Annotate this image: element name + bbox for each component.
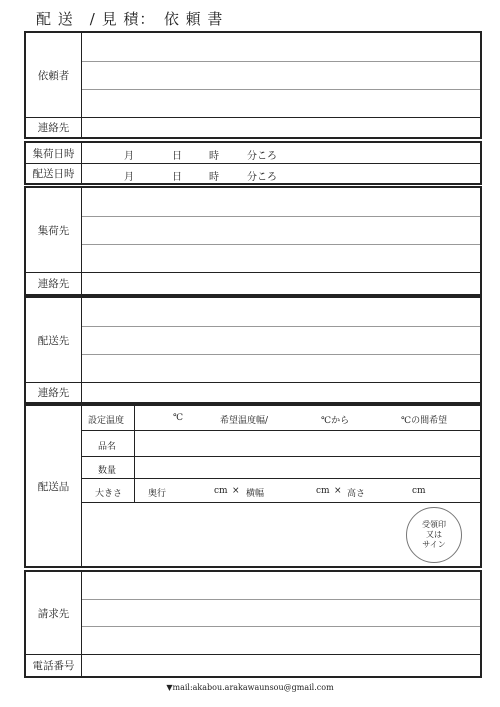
requester-section (24, 31, 482, 139)
requester-contact-label: 連絡先 (26, 117, 82, 137)
delivery-minute: 分ころ (247, 172, 277, 183)
pickup-month: 月 (124, 151, 134, 162)
delivery-address-field[interactable] (86, 302, 476, 322)
pickup-address-field[interactable] (86, 192, 476, 212)
requester-label: 依頼者 (26, 33, 82, 117)
delivery-month: 月 (124, 172, 134, 183)
delivery-place-section (24, 296, 482, 404)
delivery-place-label: 配送先 (26, 298, 82, 382)
stamp-text-3: サイン (422, 540, 446, 549)
temp-from: ℃から (321, 416, 350, 426)
delivery-place-line (82, 354, 480, 355)
sub-label-divider (134, 406, 135, 502)
cm-1: cm (214, 486, 228, 496)
delivery-hour: 時 (209, 172, 219, 183)
notes-field[interactable] (88, 506, 398, 562)
width-label: 横幅 (246, 489, 265, 499)
billing-section (24, 570, 482, 678)
item-section (24, 404, 482, 568)
temp-to: ℃の間希望 (401, 416, 448, 426)
phone-field[interactable] (86, 657, 476, 673)
requester-contact-field[interactable] (86, 119, 476, 137)
temp-range-label: 希望温度幅/ (220, 416, 269, 426)
billing-label: 請求先 (26, 572, 82, 654)
height-label: 高さ (347, 489, 366, 499)
cm-3: cm (412, 486, 426, 496)
pickup-day: 日 (172, 151, 182, 162)
depth-label: 奥行 (148, 489, 167, 499)
billing-line (82, 626, 480, 627)
datetime-section (24, 141, 482, 185)
pickup-minute: 分ころ (247, 151, 277, 162)
pickup-place-label: 集荷先 (26, 188, 82, 272)
pickup-datetime-label: 集荷日時 (26, 143, 82, 164)
delivery-place-line (82, 326, 480, 327)
divider (26, 163, 480, 164)
phone-label: 電話番号 (26, 654, 82, 676)
name-label: 品名 (98, 442, 117, 452)
requester-line (82, 89, 480, 90)
divider (82, 478, 480, 479)
times-2: × (334, 486, 342, 496)
qty-field[interactable] (138, 459, 474, 475)
footer-email: ▼mail:akabou.arakawaunsou@gmail.com (166, 683, 334, 692)
divider (26, 117, 480, 118)
billing-address-field[interactable] (86, 576, 476, 596)
form-title: 配 送 / 見 積： 依 頼 書 (36, 10, 224, 28)
requester-line (82, 61, 480, 62)
pickup-contact-field[interactable] (86, 274, 476, 292)
divider (26, 272, 480, 273)
delivery-contact-field[interactable] (86, 384, 476, 402)
pickup-place-section (24, 186, 482, 296)
divider (82, 430, 480, 431)
delivery-datetime-label: 配送日時 (26, 164, 82, 183)
pickup-place-line (82, 244, 480, 245)
requester-name-field[interactable] (86, 37, 476, 57)
temp-label: 設定温度 (88, 416, 125, 426)
qty-label: 数量 (98, 466, 117, 476)
divider (82, 456, 480, 457)
size-label: 大きさ (95, 489, 123, 499)
cm-2: cm (316, 486, 330, 496)
divider (26, 382, 480, 383)
pickup-hour: 時 (209, 151, 219, 162)
billing-line (82, 599, 480, 600)
delivery-day: 日 (172, 172, 182, 183)
divider (82, 502, 480, 503)
item-label: 配送品 (26, 406, 82, 566)
temp-unit: ℃ (173, 413, 184, 423)
times-1: × (232, 486, 240, 496)
stamp-text-1: 受領印 (422, 520, 446, 529)
name-field[interactable] (138, 434, 474, 452)
receipt-stamp-circle[interactable] (406, 507, 462, 563)
delivery-contact-label: 連絡先 (26, 382, 82, 402)
pickup-place-line (82, 216, 480, 217)
pickup-contact-label: 連絡先 (26, 272, 82, 294)
divider (26, 654, 480, 655)
stamp-text-2: 又は (426, 530, 442, 539)
